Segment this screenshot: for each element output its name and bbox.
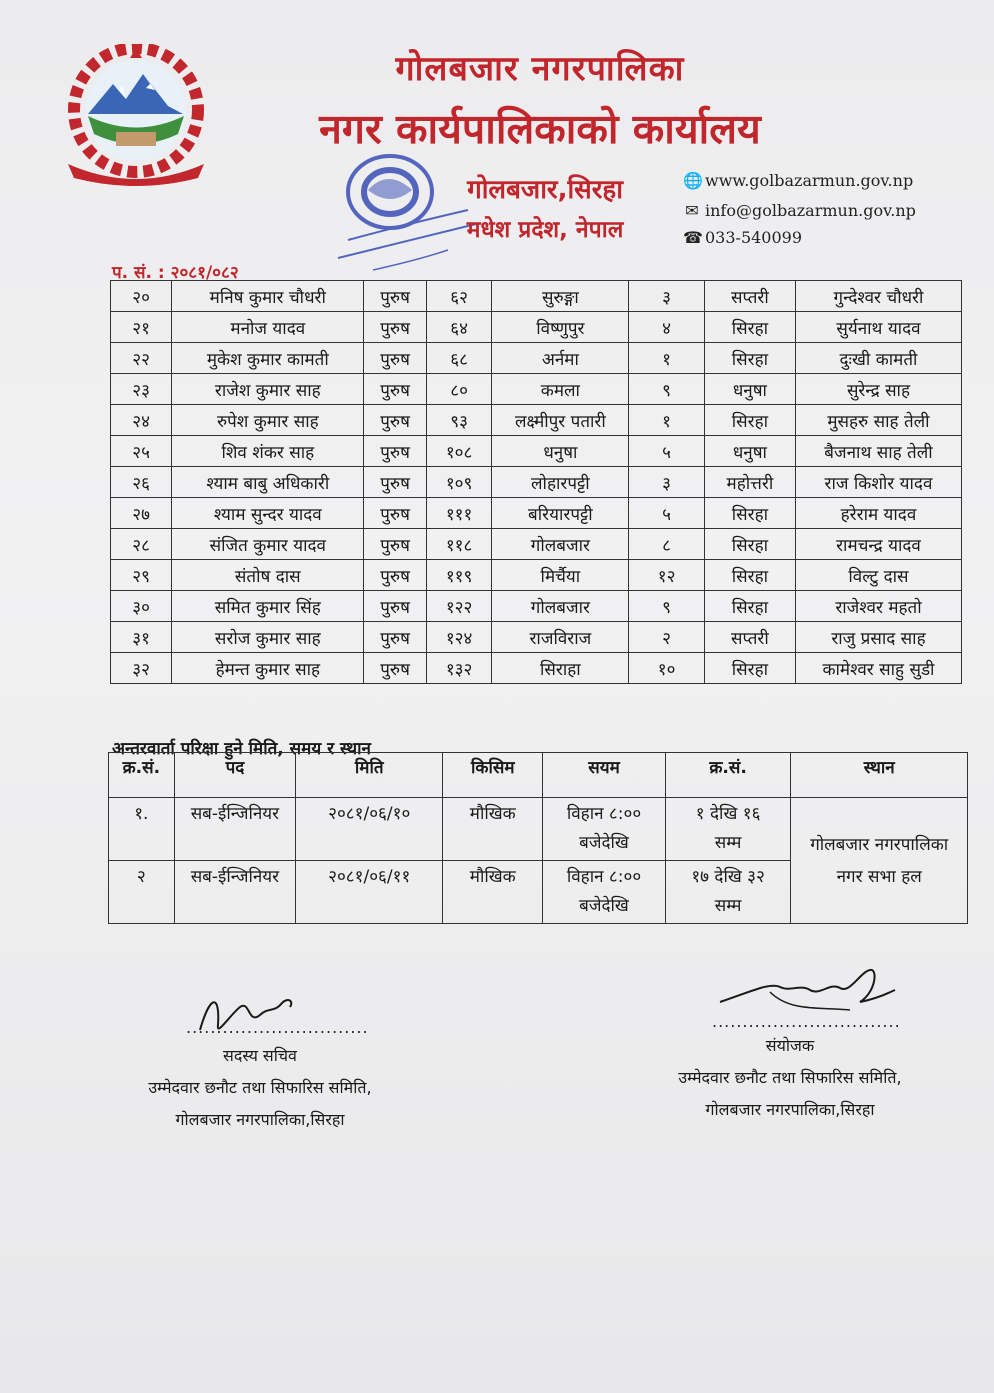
interview-section-title: अन्तरवार्ता परिक्षा हुने मिति, समय र स्थान [112,739,371,759]
parent-name: बैजनाथ साह तेली [795,436,961,467]
district: धनुषा [704,436,795,467]
gender: पुरुष [364,405,426,436]
row-sn: २३ [111,374,172,405]
candidate-name: मनिष कुमार चौधरी [172,281,364,312]
address: लोहारपट्टी [492,467,629,498]
row-sn: २२ [111,343,172,374]
address: सिराहा [492,653,629,684]
row-sn: २७ [111,498,172,529]
office-name: नगर कार्यपालिकाको कार्यालय [319,105,761,153]
row-sn: २८ [111,529,172,560]
email-line [683,201,916,220]
range-line: सम्म [714,896,742,916]
interview-range [665,798,791,861]
roll-number: १०९ [426,467,492,498]
address: अर्नमा [492,343,629,374]
row-sn: २१ [111,312,172,343]
table-row [111,529,962,560]
gender: पुरुष [364,343,426,374]
candidate-name: संतोष दास [172,560,364,591]
gender: पुरुष [364,653,426,684]
roll-number: ६२ [426,281,492,312]
time-line: बजेदेखि [579,896,629,916]
roll-number: ८० [426,374,492,405]
table-row [111,591,962,622]
website-line [683,171,913,190]
table-row [111,498,962,529]
ward-number: १२ [629,560,705,591]
table-row [111,343,962,374]
roll-number: ६८ [426,343,492,374]
table-row [111,467,962,498]
address: बरियारपट्टी [492,498,629,529]
candidate-name: रुपेश कुमार साह [172,405,364,436]
ward-number: ५ [629,436,705,467]
range-line: सम्म [714,833,742,853]
ward-number: ३ [629,467,705,498]
time-line: विहान ८:०० [566,867,642,887]
address-line-2: मधेश प्रदेश, नेपाल [466,217,624,243]
ward-number: ५ [629,498,705,529]
row-sn: ३० [111,591,172,622]
address: राजविराज [492,622,629,653]
interview-date: २०८१/०६/१० [296,798,443,861]
parent-name: रामचन्द्र यादव [795,529,961,560]
interview-table [108,752,968,924]
address: गोलबजार [492,529,629,560]
roll-number: ११९ [426,560,492,591]
candidate-name: संजित कुमार यादव [172,529,364,560]
candidate-name: हेमन्त कुमार साह [172,653,364,684]
signature-block-right [630,1030,950,1126]
address: धनुषा [492,436,629,467]
roll-number: १११ [426,498,492,529]
candidate-name: समित कुमार सिंह [172,591,364,622]
roll-number: १०८ [426,436,492,467]
row-sn: २९ [111,560,172,591]
interview-time [543,798,666,861]
district: महोत्तरी [704,467,795,498]
municipality-name: गोलबजार नगरपालिका [395,49,685,89]
address: विष्णुपुर [492,312,629,343]
district: धनुषा [704,374,795,405]
address: गोलबजार [492,591,629,622]
interview-date: २०८१/०६/११ [296,861,443,924]
parent-name: कामेश्वर साहु सुडी [795,653,961,684]
reference-number: प. सं. : २०८१/०८२ [112,263,239,283]
roll-number: ६४ [426,312,492,343]
signature-block-left [100,1040,420,1136]
time-line: बजेदेखि [579,833,629,853]
gender: पुरुष [364,374,426,405]
address: सुरुङ्गा [492,281,629,312]
phone-icon: ☎ [683,228,703,247]
ward-number: १ [629,343,705,374]
gender: पुरुष [364,560,426,591]
col-header: सयम [543,753,666,798]
time-line: विहान ८:०० [566,804,642,824]
row-sn: २० [111,281,172,312]
signature-line-right: ............................... [712,1012,901,1031]
district: सप्तरी [704,622,795,653]
table-row [111,622,962,653]
interview-sn: १. [109,798,175,861]
website-text: www.golbazarmun.gov.np [705,171,914,190]
place-line: गोलबजार नगरपालिका [810,834,949,855]
parent-name: सुर्यनाथ यादव [795,312,961,343]
organization-name: गोलबजार नगरपालिका,सिरहा [705,1100,875,1119]
gender: पुरुष [364,529,426,560]
district: सप्तरी [704,281,795,312]
roll-number: १२२ [426,591,492,622]
roll-number: १३२ [426,653,492,684]
parent-name: राजु प्रसाद साह [795,622,961,653]
row-sn: २४ [111,405,172,436]
interview-post: सब-ईन्जिनियर [174,798,295,861]
place-line: नगर सभा हल [836,866,922,887]
table-row [111,374,962,405]
parent-name: राज किशोर यादव [795,467,961,498]
table-row [111,560,962,591]
district: सिरहा [704,653,795,684]
parent-name: गुन्देश्वर चौधरी [795,281,961,312]
range-line: १ देखि १६ [695,804,761,824]
address: कमला [492,374,629,405]
address: मिर्चैया [492,560,629,591]
gender: पुरुष [364,312,426,343]
candidate-name: मुकेश कुमार कामती [172,343,364,374]
table-row [111,653,962,684]
candidate-name: श्याम सुन्दर यादव [172,498,364,529]
interview-header-row [109,753,968,798]
gender: पुरुष [364,498,426,529]
interview-type: मौखिक [443,798,543,861]
gender: पुरुष [364,436,426,467]
table-row [111,281,962,312]
row-sn: ३२ [111,653,172,684]
col-header: पद [174,753,295,798]
ward-number: ९ [629,591,705,622]
phone-line [683,228,802,247]
row-sn: २५ [111,436,172,467]
candidate-name: शिव शंकर साह [172,436,364,467]
roll-number: ११८ [426,529,492,560]
interview-row [109,798,968,861]
ward-number: ९ [629,374,705,405]
district: सिरहा [704,498,795,529]
gender: पुरुष [364,281,426,312]
range-line: १७ देखि ३२ [691,867,765,887]
interview-sn: २ [109,861,175,924]
table-row [111,312,962,343]
address-line-1: गोलबजार,सिरहा [467,175,623,205]
district: सिरहा [704,343,795,374]
ward-number: ८ [629,529,705,560]
col-header: किसिम [443,753,543,798]
organization-name: गोलबजार नगरपालिका,सिरहा [175,1110,345,1129]
gender: पुरुष [364,622,426,653]
gender: पुरुष [364,467,426,498]
mail-icon: ✉ [685,201,699,220]
district: सिरहा [704,560,795,591]
interview-post: सब-ईन्जिनियर [174,861,295,924]
candidate-name: सरोज कुमार साह [172,622,364,653]
row-sn: २६ [111,467,172,498]
district: सिरहा [704,591,795,622]
ward-number: १० [629,653,705,684]
nepal-emblem-icon [58,44,214,186]
district: सिरहा [704,405,795,436]
roll-number: ९३ [426,405,492,436]
row-sn: ३१ [111,622,172,653]
candidate-name: मनोज यादव [172,312,364,343]
interview-range [665,861,791,924]
interview-place [791,798,968,924]
signatory-role: सदस्य सचिव [223,1046,297,1065]
address: लक्ष्मीपुर पतारी [492,405,629,436]
ward-number: ४ [629,312,705,343]
parent-name: दुःखी कामती [795,343,961,374]
ward-number: ३ [629,281,705,312]
parent-name: मुसहरु साह तेली [795,405,961,436]
roll-number: १२४ [426,622,492,653]
interview-time [543,861,666,924]
parent-name: राजेश्वर महतो [795,591,961,622]
gender: पुरुष [364,591,426,622]
signature-line-left: .............................. [186,1018,369,1037]
district: सिरहा [704,529,795,560]
committee-name: उम्मेदवार छनौट तथा सिफारिस समिति, [148,1078,372,1097]
table-row [111,405,962,436]
candidate-table [110,280,962,684]
ward-number: १ [629,405,705,436]
col-header: क्र.सं. [109,753,175,798]
interview-type: मौखिक [443,861,543,924]
email-text: info@golbazarmun.gov.np [705,201,916,220]
globe-icon: 🌐 [683,171,703,190]
table-row [111,436,962,467]
col-header: क्र.सं. [665,753,791,798]
parent-name: हरेराम यादव [795,498,961,529]
committee-name: उम्मेदवार छनौट तथा सिफारिस समिति, [678,1068,902,1087]
col-header: मिति [296,753,443,798]
parent-name: विल्टु दास [795,560,961,591]
parent-name: सुरेन्द्र साह [795,374,961,405]
col-header: स्थान [791,753,968,798]
district: सिरहा [704,312,795,343]
candidate-name: श्याम बाबु अधिकारी [172,467,364,498]
candidate-name: राजेश कुमार साह [172,374,364,405]
signatory-role: संयोजक [765,1036,815,1055]
phone-text: 033-540099 [705,228,803,247]
ward-number: २ [629,622,705,653]
